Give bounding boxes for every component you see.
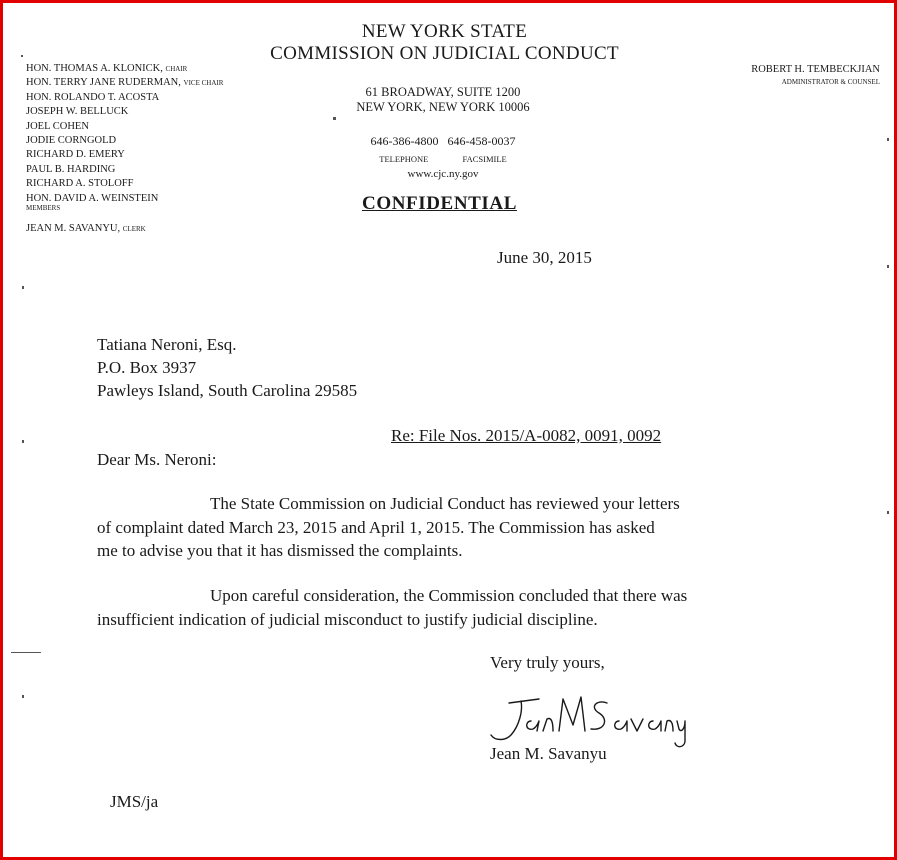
members-label: MEMBERS bbox=[26, 204, 61, 213]
scan-speck bbox=[22, 440, 24, 443]
scan-speck bbox=[333, 117, 336, 120]
member-name: RICHARD A. STOLOFF bbox=[26, 178, 134, 190]
signature-graphic bbox=[481, 678, 691, 751]
letterhead-title-line1: NEW YORK STATE bbox=[361, 21, 528, 42]
administrator-name: ROBERT H. TEMBECKJIAN bbox=[751, 64, 880, 75]
address-line1: 61 BROADWAY, SUITE 1200 bbox=[365, 85, 521, 99]
clerk-role: CLERK bbox=[122, 225, 146, 233]
member-line bbox=[26, 148, 223, 162]
paragraph-line: me to advise you that it has dismissed the complaints. bbox=[97, 541, 463, 560]
member-role: CHAIR bbox=[165, 65, 188, 73]
paragraph-line bbox=[97, 492, 680, 516]
paragraph-line: insufficient indication of judicial misconduct to justify judicial discipline. bbox=[97, 609, 598, 629]
member-line bbox=[26, 177, 223, 191]
administrator-title: ADMINISTRATOR & COUNSEL bbox=[781, 78, 880, 86]
scan-speck bbox=[22, 695, 24, 698]
commission-members-list bbox=[26, 62, 223, 212]
body-paragraph-2 bbox=[97, 584, 687, 631]
member-name: HON. ROLANDO T. ACOSTA bbox=[26, 91, 160, 103]
member-line bbox=[26, 105, 223, 119]
member-name: JOEL COHEN bbox=[26, 120, 89, 132]
member-name: JODIE CORNGOLD bbox=[26, 135, 117, 147]
scan-speck bbox=[22, 286, 24, 289]
member-line bbox=[26, 120, 223, 134]
confidential-marking: CONFIDENTIAL bbox=[362, 193, 517, 214]
scan-speck bbox=[887, 138, 889, 141]
svg-text:Jean M. Savanyu: Jean M. Savanyu bbox=[481, 678, 591, 695]
member-name: JOSEPH W. BELLUCK bbox=[26, 106, 129, 118]
paragraph-line: of complaint dated March 23, 2015 and April 1, 2015. The Commission has asked bbox=[97, 517, 655, 537]
letterhead-title-line2: COMMISSION ON JUDICIAL CONDUCT bbox=[270, 43, 619, 64]
recipient-address bbox=[97, 333, 357, 402]
salutation: Dear Ms. Neroni: bbox=[97, 450, 217, 469]
recipient-line: Pawleys Island, South Carolina 29585 bbox=[97, 381, 358, 400]
paragraph-line bbox=[97, 584, 687, 608]
scan-speck bbox=[887, 265, 889, 268]
member-name: HON. TERRY JANE RUDERMAN, bbox=[26, 77, 181, 89]
paragraph-text: The State Commission on Judicial Conduct has reviewed your letters bbox=[210, 494, 680, 513]
member-name: HON. THOMAS A. KLONICK, bbox=[26, 63, 163, 74]
address-line2: NEW YORK, NEW YORK 10006 bbox=[356, 100, 530, 114]
member-line bbox=[26, 91, 223, 105]
paragraph-text: Upon careful consideration, the Commission concluded that there was bbox=[210, 586, 688, 605]
member-line bbox=[26, 163, 223, 177]
phone-labels bbox=[333, 154, 553, 164]
clerk-line bbox=[26, 222, 146, 236]
facsimile-number: 646-458-0037 bbox=[447, 134, 516, 148]
member-name: PAUL B. HARDING bbox=[26, 163, 116, 175]
scan-speck bbox=[11, 652, 41, 653]
administrator-block bbox=[751, 64, 880, 88]
telephone-label: TELEPHONE bbox=[379, 154, 429, 164]
letter-date: June 30, 2015 bbox=[497, 248, 592, 267]
handwritten-signature bbox=[481, 678, 691, 751]
body-paragraph-1 bbox=[97, 492, 680, 563]
facsimile-label: FACSIMILE bbox=[462, 154, 507, 164]
member-line bbox=[26, 134, 223, 148]
member-role: VICE CHAIR bbox=[183, 79, 224, 88]
recipient-line: P.O. Box 3937 bbox=[97, 358, 197, 377]
member-line bbox=[26, 62, 223, 76]
clerk-name: JEAN M. SAVANYU, bbox=[26, 223, 121, 234]
office-address bbox=[333, 85, 553, 115]
telephone-number: 646-386-4800 bbox=[370, 134, 439, 148]
typist-initials: JMS/ja bbox=[110, 792, 159, 811]
signer-name: Jean M. Savanyu bbox=[490, 744, 607, 763]
website: www.cjc.ny.gov bbox=[407, 168, 479, 180]
phone-numbers bbox=[333, 134, 553, 149]
member-name: RICHARD D. EMERY bbox=[26, 149, 125, 161]
scan-speck bbox=[887, 511, 889, 514]
scan-speck bbox=[21, 55, 23, 57]
closing: Very truly yours, bbox=[490, 653, 605, 672]
reference-line: Re: File Nos. 2015/A-0082, 0091, 0092 bbox=[391, 426, 662, 445]
member-name: HON. DAVID A. WEINSTEIN bbox=[26, 192, 159, 204]
recipient-line: Tatiana Neroni, Esq. bbox=[97, 335, 237, 354]
member-line bbox=[26, 76, 223, 90]
